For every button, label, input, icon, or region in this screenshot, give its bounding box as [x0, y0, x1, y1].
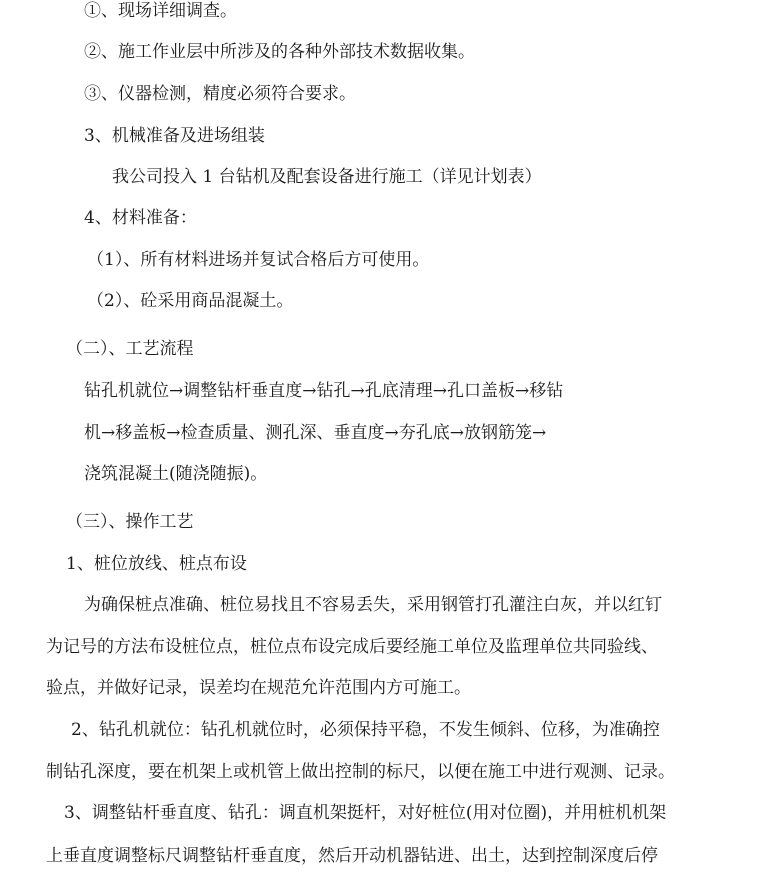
step-2-line-2: 制钻孔深度，要在机架上或机管上做出控制的标尺，以便在施工中进行观测、记录。: [46, 762, 675, 782]
process-flow-line-1: 钻孔机就位→调整钻杆垂直度→钻孔→孔底清理→孔口盖板→移钻: [84, 381, 564, 401]
machinery-heading: 3、机械准备及进场组装: [84, 126, 265, 146]
process-flow-heading: （二）、工艺流程: [66, 339, 194, 359]
machinery-text: 我公司投入 1 台钻机及配套设备进行施工（详见计划表）: [112, 167, 542, 187]
step-3-line-1: 3、调整钻杆垂直度、钻孔：调直机架挺杆，对好桩位(用对位圈)，并用桩机机架: [64, 803, 667, 823]
step-1-line-2: 为记号的方法布设桩位点，桩位点布设完成后要经施工单位及监理单位共同验线、: [46, 637, 658, 657]
prep-item-2: ②、施工作业层中所涉及的各种外部技术数据收集。: [84, 42, 475, 62]
step-2-line-1: 2、钻孔机就位：钻孔机就位时，必须保持平稳，不发生倾斜、位移，为准确控: [71, 720, 660, 740]
step-1-line-1: 为确保桩点准确、桩位易找且不容易丢失，采用钢管打孔灌注白灰，并以红钉: [84, 595, 662, 615]
materials-heading: 4、材料准备：: [84, 208, 197, 228]
step-1-line-3: 验点，并做好记录，误差均在规范允许范围内方可施工。: [46, 678, 471, 698]
step-1-heading: 1、桩位放线、桩点布设: [66, 554, 247, 574]
materials-item-1: （1）、所有材料进场并复试合格后方可使用。: [87, 250, 430, 270]
materials-item-2: （2）、砼采用商品混凝土。: [87, 291, 294, 311]
prep-item-1: ①、现场详细调查。: [84, 1, 237, 21]
step-3-line-2: 上垂直度调整标尺调整钻杆垂直度，然后开动机器钻进、出土，达到控制深度后停: [46, 846, 658, 866]
process-flow-line-2: 机→移盖板→检查质量、测孔深、垂直度→夯孔底→放钢筋笼→: [84, 423, 547, 443]
process-flow-line-3: 浇筑混凝土(随浇随振)。: [84, 464, 268, 484]
prep-item-3: ③、仪器检测，精度必须符合要求。: [84, 84, 356, 104]
operation-heading: （三）、操作工艺: [66, 512, 194, 532]
